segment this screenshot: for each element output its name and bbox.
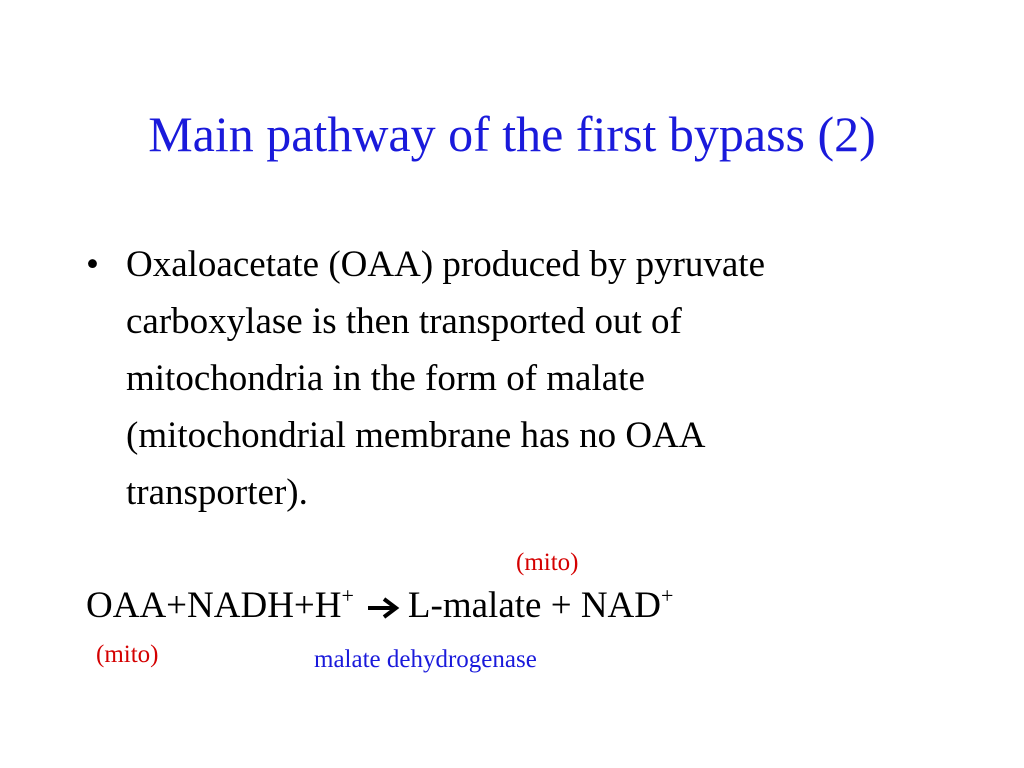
bullet-text bbox=[126, 236, 946, 521]
bullet-line: (mitochondrial membrane has no OAA bbox=[126, 415, 706, 456]
bullet-list bbox=[86, 236, 946, 521]
bullet-line: Oxaloacetate (OAA) produced by pyruvate bbox=[126, 244, 766, 285]
reaction-equation bbox=[86, 584, 673, 631]
reactant-text: OAA+NADH+H bbox=[86, 585, 342, 626]
product-charge: + bbox=[660, 583, 674, 608]
bullet-line: transporter). bbox=[126, 472, 308, 513]
bullet-line: carboxylase is then transported out of bbox=[126, 301, 682, 342]
reactant-charge: + bbox=[341, 583, 354, 608]
reactant-location-label: (mito) bbox=[96, 641, 159, 668]
enzyme-label: malate dehydrogenase bbox=[314, 646, 537, 673]
right-arrow-icon bbox=[366, 587, 400, 631]
bullet-marker: • bbox=[86, 244, 99, 285]
product-text: L-malate + NAD bbox=[407, 585, 661, 626]
bullet-item bbox=[86, 236, 946, 521]
slide-title: Main pathway of the first bypass (2) bbox=[148, 106, 876, 162]
product-location-label: (mito) bbox=[516, 549, 579, 576]
bullet-line: mitochondria in the form of malate bbox=[126, 358, 645, 399]
